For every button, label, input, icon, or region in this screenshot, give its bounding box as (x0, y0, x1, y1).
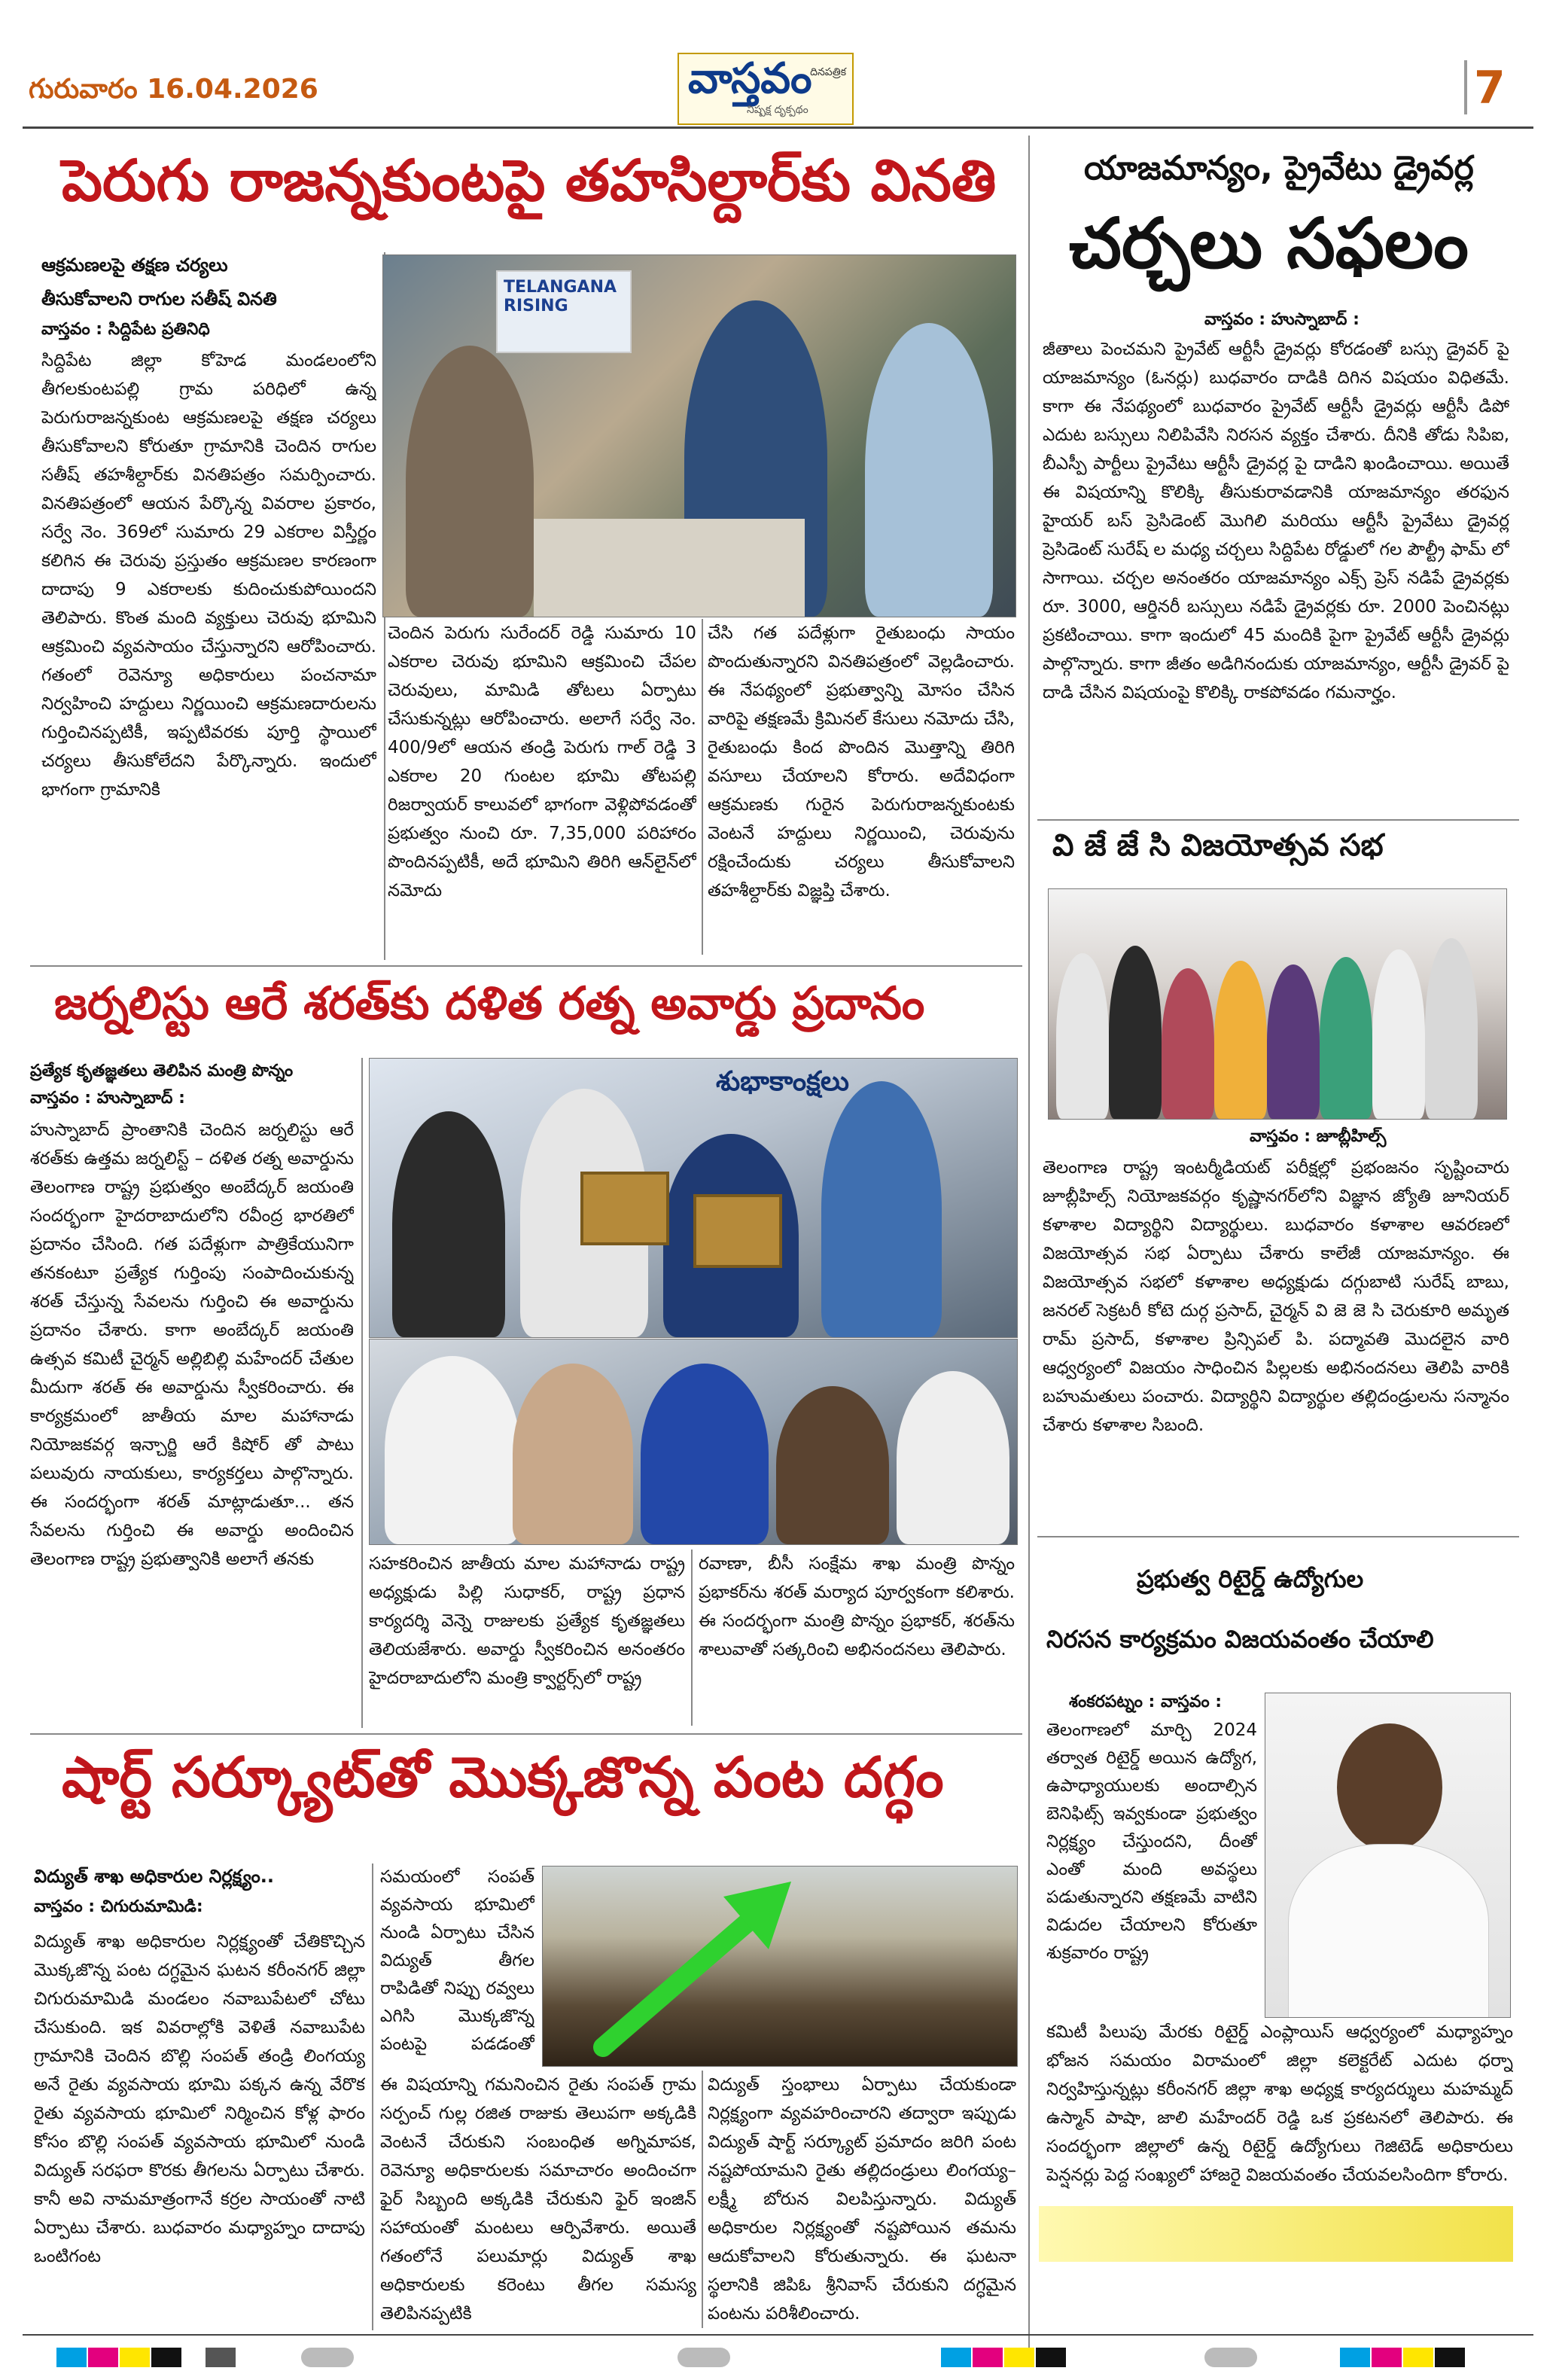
yellow-ad-strip (1039, 2206, 1513, 2262)
page-number-divider (1464, 60, 1467, 114)
article3-column-rule-2 (702, 2071, 703, 2328)
masthead-title: వాస్తవం (688, 54, 812, 103)
side1-bottom-rule (1037, 819, 1519, 821)
masthead-tagline: నిష్పక్ష దృక్పథం (747, 104, 808, 116)
article3-dateline: వాస్తవం : చిగురుమామిడి: (34, 1897, 203, 1916)
article2-column-2: సహకరించిన జాతీయ మాల మహానాడు రాష్ట్ర అధ్యక్షుడు పిల్లి సుధాకర్, రాష్ట్ర ప్రధాన కార్యదర్శి వెన్నె రాజులకు ప్రత్యేక కృతజ్ఞతలు తెలియజేశారు. అవార్డు స్వీకరించిన అనంతరం హైదరాబాదులోని మంత్రి క్వార్టర్స్‌లో రాష్ట్ర (369, 1554, 685, 1688)
article2-bottom-rule (30, 1733, 1022, 1735)
side1-kicker: యాజమాన్యం, ప్రైవేటు డ్రైవర్ల (1084, 149, 1474, 187)
page-number: 7 (1474, 62, 1506, 114)
article3-subheading: విద్యుత్ శాఖ అధికారుల నిర్లక్ష్యం.. (34, 1866, 275, 1887)
article2-column-3: రవాణా, బీసీ సంక్షేమ శాఖ మంత్రి పొన్నం ప్రభాకర్‌ను శరత్ మర్యాద పూర్వకంగా కలిశారు. ఈ సందర్భంగా మంత్రి పొన్నం ప్రభాకర్, శరత్‌ను శాలువాతో సత్కరించి అభినందనలు తెలిపారు. (699, 1554, 1015, 1659)
article1-bottom-rule (30, 965, 1022, 967)
article2-photo-award (369, 1058, 1018, 1338)
side3-dateline: శంకరపట్నం : వాస్తవం : (1069, 1693, 1223, 1711)
article3-headline: షార్ట్ సర్క్యూట్‌తో మొక్కజొన్న పంట దగ్ధం (62, 1745, 944, 1810)
side1-body: జీతాలు పెంచమని ప్రైవేట్ ఆర్టీసీ డ్రైవర్లు కోరడంతో బస్సు డ్రైవర్ పై యాజమాన్యం (ఓనర్లు) బుధవారం దాడికి దిగిన విషయం విధితమే. కాగా ఈ నేపథ్యంలో బుధవారం ప్రైవేట్ ఆర్టీసీ డ్రైవర్లు ఆర్టీసీ డిపో ఎదుట బస్సులు నిలిపివేసి నిరసన వ్యక్తం చేశారు. దీనికి తోడు సిపిఐ, బీఎస్పీ పార్టీలు ప్రైవేటు ఆర్టీసీ డ్రైవర్ల పై దాడిని ఖండించాయి. అయితే ఈ విషయాన్ని కొలిక్కి తీసుకురావడానికి యాజమాన్యం తరఫున హైయర్ బస్ ప్రెసిడెంట్ మొగిలి మరియు ఆర్టీసీ ప్రైవేటు డ్రైవర్ల ప్రెసిడెంట్ సురేష్ ల మధ్య చర్చలు సిద్దిపేట రోడ్డులో గల పౌల్ట్రీ ఫామ్ లో సాగాయి. చర్చల అనంతరం యాజమాన్యం ఎక్స్ ప్రెస్ నడిపే డ్రైవర్లకు రూ. 3000, ఆర్డినరీ బస్సులు నడిపే డ్రైవర్లకు రూ. 2000 పెంచినట్లు ప్రకటించాయి. కాగా ఇందులో 45 మందికి పైగా ప్రైవేట్ ఆర్టీసీ డ్రైవర్లు పాల్గొన్నారు. కాగా జీతం అడిగినందుకు యాజమాన్యం, ఆర్టీసీ డ్రైవర్ పై దాడి చేసిన విషయంపై కొలిక్కి రాకపోవడం గమనార్హం. (1043, 340, 1509, 702)
registration-pill-1 (301, 2348, 354, 2367)
side3-headline-2: నిరసన కార్యక్రమం విజయవంతం చేయాలి (1046, 1625, 1434, 1653)
article2-photo-minister (369, 1339, 1018, 1545)
article2-dateline: వాస్తవం : హుస్నాబాద్ : (30, 1089, 185, 1108)
green-arrow-icon (543, 1867, 1017, 2066)
color-registration-marks-2 (941, 2348, 1067, 2370)
masthead-side-label: దినపత్రిక (810, 66, 846, 78)
article3-column-2b: ఈ విషయాన్ని గమనించిన రైతు సంపత్ గ్రామ సర్పంచ్ గుల్ల రజిత రాజుకు తెలుపగా అక్కడికి వెంటనే చేరుకుని సంబంధిత అగ్నిమాపక, రెవెన్యూ అధికారులకు సమాచారం అందించగా ఫైర్ సిబ్బంది అక్కడికి చేరుకుని ఫైర్ ఇంజిన్ సహాయంతో మంటలు ఆర్పివేశారు. అయితే గతంలోనే పలుమార్లు విద్యుత్ శాఖ అధికారులకు కరెంటు తీగల సమస్య తెలిపినప్పటికి (380, 2075, 696, 2324)
article2-headline: జర్నలిస్టు ఆరే శరత్‌కు దళిత రత్న అవార్డు ప్రదానం (54, 977, 925, 1030)
article1-column-1: సిద్దిపేట జిల్లా కోహెడ మండలంలోని తీగలకుంటపల్లి గ్రామ పరిధిలో ఉన్న పెరుగురాజన్నకుంట ఆక్రమణలపై తక్షణ చర్యలు తీసుకోవాలని కోరుతూ గ్రామానికి చెందిన రాగుల సతీష్ తహశీల్దార్‌కు వినతిపత్రం సమర్పించారు. వినతిపత్రంలో ఆయన పేర్కొన్న వివరాల ప్రకారం, సర్వే నెం. 369లో సుమారు 29 ఎకరాల విస్తీర్ణం కలిగిన ఈ చెరువు ప్రస్తుతం ఆక్రమణల కారణంగా దాదాపు 9 ఎకరాలకు కుదించుకుపోయిందని తెలిపారు. కొంత మంది వ్యక్తులు చెరువు భూమిని ఆక్రమించి వ్యవసాయం చేస్తున్నారని ఆరోపించారు. గతంలో రెవెన్యూ అధికారులు పంచనామా నిర్వహించి హద్దులు నిర్ణయించి ఆక్రమణదారులను గుర్తించినప్పటికీ, ఇప్పటివరకు పూర్తి స్థాయిలో చర్యలు తీసుకోలేదని పేర్కొన్నారు. ఇందులో భాగంగా గ్రామానికి (41, 351, 376, 800)
side3-headline-1: ప్రభుత్వ రిటైర్డ్ ఉద్యోగుల (1137, 1565, 1364, 1593)
side3-body-narrow: తెలంగాణలో మార్చి 2024 తర్వాత రిటైర్డ్ అయిన ఉద్యోగ, ఉపాధ్యాయులకు అందాల్సిన బెనిఫిట్స్ ఇవ్వకుండా ప్రభుత్వం నిర్లక్ష్యం చేస్తుందని, దీంతో ఎంతో మంది అవస్థలు పడుతున్నారని తక్షణమే వాటిని విడుదల చేయాలని కోరుతూ శుక్రవారం రాష్ట్ర (1046, 1720, 1257, 1963)
article3-column-rule (372, 1863, 373, 2330)
article1-photo-sign: TELANGANA RISING (496, 270, 632, 353)
masthead-logo (678, 53, 854, 125)
side1-dateline: వాస్తవం : హుస్నాబాద్ : (1204, 310, 1360, 329)
article2-column-rule-2 (691, 1550, 693, 1726)
side3-portrait-photo (1265, 1693, 1511, 2018)
article1-dateline: వాస్తవం : సిద్దిపేట ప్రతినిధి (41, 320, 210, 339)
article2-column-rule (361, 1058, 363, 1728)
article1-column-3: చేసి గత పదేళ్లుగా రైతుబంధు సాయం పొందుతున్నారని వినతిపత్రంలో వెల్లడించారు. ఈ నేపథ్యంలో ప్రభుత్వాన్ని మోసం చేసిన వారిపై తక్షణమే క్రిమినల్ కేసులు నమోదు చేసి, రైతుబంధు కింద పొందిన మొత్తాన్ని తిరిగి వసూలు చేయాలని కోరారు. అదేవిధంగా ఆక్రమణకు గురైన పెరుగురాజన్నకుంటకు వెంటనే హద్దులు నిర్ణయించి, చెరువును రక్షించేందుకు చర్యలు తీసుకోవాలని తహశీల్దార్‌కు విజ్ఞప్తి చేశారు. (708, 623, 1015, 900)
issue-date: గురువారం 16.04.2026 (29, 74, 318, 105)
side2-bottom-rule (1037, 1536, 1519, 1537)
article1-headline: పెరుగు రాజన్నకుంటపై తహసిల్దార్‌కు వినతి (62, 147, 997, 214)
article2-banner-text: శుభాకాంక్షలు (716, 1066, 849, 1097)
article3-photo-burnt-field (542, 1866, 1018, 2067)
article3-column-2a: సమయంలో సంపత్ వ్యవసాయ భూమిలో నుండి ఏర్పాటు చేసిన విద్యుత్ తీగల రాపిడితో నిప్పు రవ్వలు ఎగిసి మొక్కజొన్న పంటపై పడడంతో (380, 1867, 534, 2054)
header-rule (23, 126, 1533, 129)
footer-rule (23, 2334, 1533, 2336)
article1-photo (382, 254, 1016, 617)
registration-pill-3 (1204, 2348, 1257, 2367)
side1-headline: చర్చలు సఫలం (1069, 203, 1469, 284)
sidebar-divider (1028, 136, 1030, 2357)
article2-subheading: ప్రత్యేక కృతజ్ఞతలు తెలిపిన మంత్రి పొన్నం (30, 1062, 294, 1080)
color-registration-marks (56, 2348, 237, 2370)
article1-column-2: చెందిన పెరుగు సురేందర్ రెడ్డి సుమారు 10 ఎకరాల చెరువు భూమిని ఆక్రమించి చేపల చెరువులు, మామిడి తోటలు ఏర్పాటు చేసుకున్నట్లు ఆరోపించారు. అలాగే సర్వే నెం. 400/9లో ఆయన తండ్రి పెరుగు గాల్ రెడ్డి 3 ఎకరాల 20 గుంటల భూమి తోటపల్లి రిజర్వాయర్ కాలువలో భాగంగా వెళ్లిపోవడంతో ప్రభుత్వం నుంచి రూ. 7,35,000 పరిహారం పొందినప్పటికీ, అదే భూమిని తిరిగి ఆన్‌లైన్‌లో నమోదు (388, 623, 696, 900)
side2-dateline: వాస్తవం : జూబ్లీహిల్స్ (1250, 1127, 1387, 1146)
color-registration-marks-3 (1340, 2348, 1466, 2370)
side2-photo-students (1048, 888, 1507, 1120)
side3-body-full: కమిటీ పిలుపు మేరకు రిటైర్డ్ ఎంప్లాయిస్ ఆధ్వర్యంలో మధ్యాహ్నం భోజన సమయం విరామంలో జిల్లా కలెక్టరేట్ ఎదుట ధర్నా నిర్వహిస్తున్నట్లు కరీంనగర్ జిల్లా శాఖ అధ్యక్ష కార్యదర్శులు మహమ్మద్ ఉస్మాన్ పాషా, జాలి మహేందర్ రెడ్డి ఒక ప్రకటనలో తెలిపారు. ఈ సందర్భంగా జిల్లాలో ఉన్న రిటైర్డ్ ఉద్యోగులు గెజిటెడ్ అధికారులు పెన్షనర్లు పెద్ద సంఖ్యలో హాజరై విజయవంతం చేయవలసిందిగా కోరారు. (1046, 2022, 1513, 2185)
side2-headline: వి జే జే సి విజయోత్సవ సభ (1052, 828, 1384, 863)
article1-column-rule-2 (702, 619, 703, 955)
article1-subheading-2: తీసుకోవాలని రాగుల సతీష్ వినతి (41, 288, 277, 309)
article3-column-1: విద్యుత్ శాఖ అధికారుల నిర్లక్ష్యంతో చేతికొచ్చిన మొక్కజొన్న పంట దగ్ధమైన ఘటన కరీంనగర్ జిల్లా చిగురుమామిడి మండలం నవాబుపేటలో చోటు చేసుకుంది. ఇక వివరాల్లోకి వెళితే నవాబుపేట గ్రామానికి చెందిన బొల్లి సంపత్ తండ్రి లింగయ్య అనే రైతు వ్యవసాయ భూమి పక్కన ఉన్న వేరొక రైతు వ్యవసాయ భూమిలో నిర్మించిన కోళ్ల ఫారం కోసం బొల్లి సంపత్ వ్యవసాయ భూమిలో నుండి విద్యుత్ సరఫరా కొరకు తీగలను ఏర్పాటు చేశారు. కానీ అవి నామమాత్రంగానే కర్రల సాయంతో నాటి ఏర్పాటు చేశారు. బుధవారం మధ్యాహ్నం దాదాపు ఒంటిగంట (34, 1932, 365, 2266)
article2-column-1: హుస్నాబాద్ ప్రాంతానికి చెందిన జర్నలిస్టు ఆరే శరత్‌కు ఉత్తమ జర్నలిస్ట్ – దళిత రత్న అవార్డును తెలంగాణ రాష్ట్ర ప్రభుత్వం అంబేద్కర్ జయంతి సందర్భంగా హైదరాబాదులోని రవీంద్ర భారతిలో ప్రదానం చేసింది. గత పదేళ్లుగా పాత్రికేయునిగా తనకంటూ ప్రత్యేక గుర్తింపు సంపాదించుకున్న శరత్ చేస్తున్న సేవలను గుర్తించి ఈ అవార్డును ప్రదానం చేశారు. కాగా అంబేద్కర్ జయంతి ఉత్సవ కమిటీ చైర్మన్ అల్లిబిల్లి మహేందర్ చేతుల మీదుగా శరత్ ఈ అవార్డును స్వీకరించారు. ఈ కార్యక్రమంలో జాతీయ మాల మహానాడు నియోజకవర్గ ఇన్చార్జి ఆరే కిషోర్ తో పాటు పలువురు నాయకులు, కార్యకర్తలు పాల్గొన్నారు. ఈ సందర్భంగా శరత్ మాట్లాడుతూ... తన సేవలను గుర్తించి ఈ అవార్డు అందించిన తెలంగాణ రాష్ట్ర ప్రభుత్వానికి అలాగే తనకు (30, 1120, 354, 1569)
registration-pill-2 (678, 2348, 730, 2367)
side2-body: తెలంగాణ రాష్ట్ర ఇంటర్మీడియట్ పరీక్షల్లో ప్రభంజనం సృష్టించారు జూబ్లీహిల్స్ నియోజకవర్గం కృష్ణానగర్‌లోని విజ్ఞాన జ్యోతి జూనియర్ కళాశాల విద్యార్థిని విద్యార్థులు. బుధవారం కళాశాల ఆవరణలో విజయోత్సవ సభ ఏర్పాటు చేశారు కాలేజీ యాజమాన్యం. ఈ విజయోత్సవ సభలో కళాశాల అధ్యక్షుడు దగ్గుబాటి సురేష్ బాబు, జనరల్ సెక్రటరీ కోటె దుర్గ ప్రసాద్, చైర్మన్ వి జె జె సి చెరుకూరి అమృత రామ్ ప్రసాద్, కళాశాల ప్రిన్సిపల్ పి. పద్మావతి మొదలైన వారి ఆధ్వర్యంలో విజయం సాధించిన పిల్లలకు అభినందనలు తెలిపి వారికి బహుమతులు పంచారు. విద్యార్థిని విద్యార్థుల తల్లిదండ్రులను సన్మానం చేశారు కళాశాల సిబంది. (1043, 1158, 1509, 1435)
article3-column-3: విద్యుత్ స్తంభాలు ఏర్పాటు చేయకుండా నిర్లక్ష్యంగా వ్యవహరించారని తద్వారా ఇప్పుడు విద్యుత్ షార్ట్ సర్క్యూట్ ప్రమాదం జరిగి పంట నష్టపోయామని రైతు తల్లిదండ్రులు లింగయ్య–లక్ష్మీ బోరున విలపిస్తున్నారు. విద్యుత్ అధికారుల నిర్లక్ష్యంతో నష్టపోయిన తమను ఆదుకోవాలని కోరుతున్నారు. ఈ ఘటనా స్థలానికి జిపిఓ శ్రీనివాస్ చేరుకుని దగ్ధమైన పంటను పరిశీలించారు. (708, 2075, 1016, 2324)
article1-subheading-1: ఆక్రమణలపై తక్షణ చర్యలు (41, 254, 228, 276)
